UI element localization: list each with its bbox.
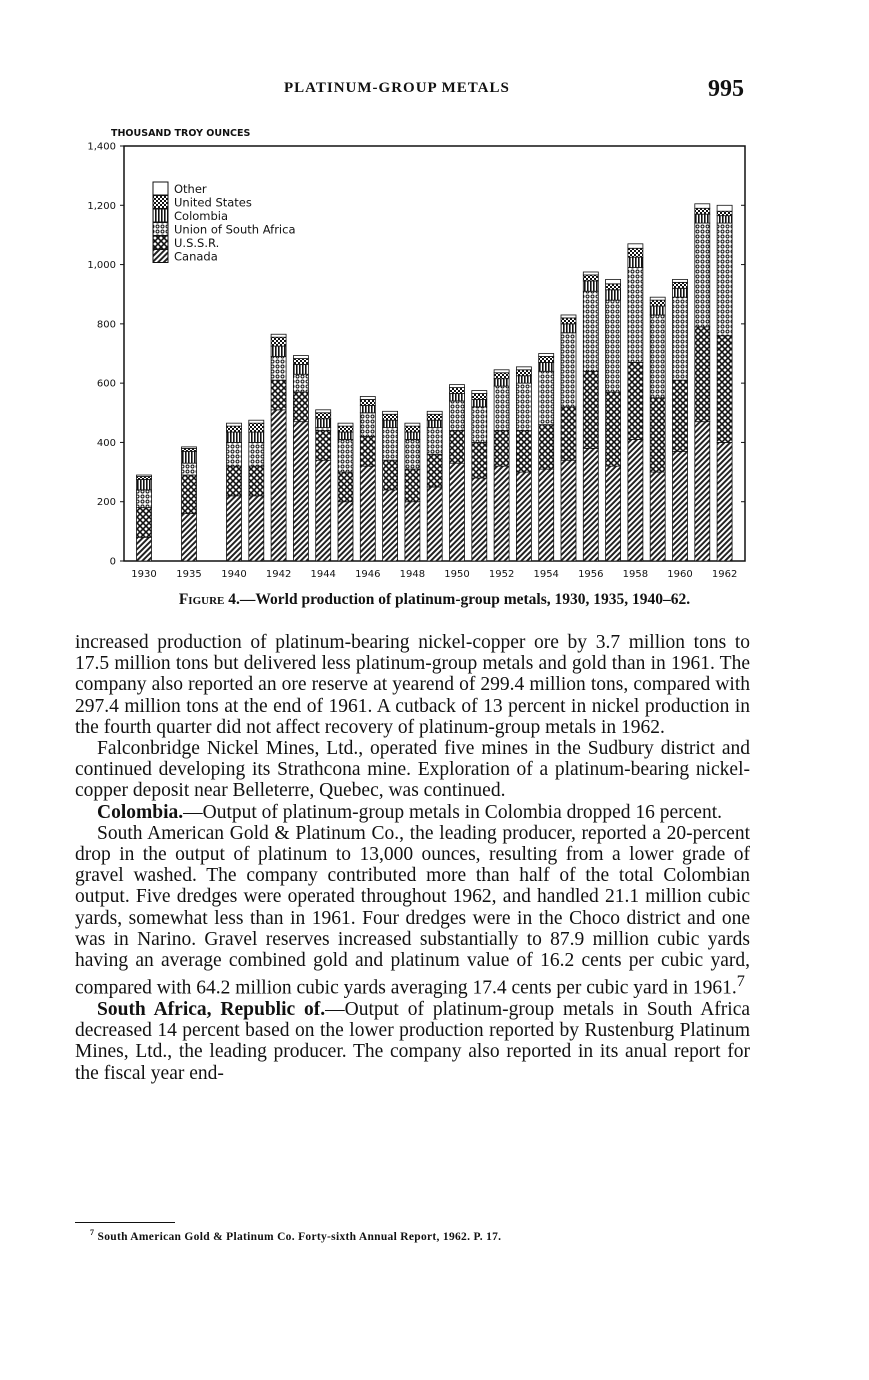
page-number: 995 <box>708 76 744 102</box>
bar-segment-united-states <box>271 337 286 346</box>
bar-segment-united-states <box>227 426 242 432</box>
bar-segment-union-of-south-africa <box>249 442 264 466</box>
legend-label-other: Other <box>174 182 207 196</box>
bar-segment-united-states <box>628 248 643 257</box>
bar-segment-u-s-s-r <box>271 380 286 410</box>
bar-segment-colombia <box>182 451 197 463</box>
bar-1935 <box>182 447 197 561</box>
bar-segment-united-states <box>338 426 353 432</box>
legend-swatch-colombia <box>153 209 168 222</box>
bar-segment-other <box>561 315 576 318</box>
bar-segment-other <box>137 475 152 476</box>
bar-segment-other <box>405 423 420 426</box>
bar-1956 <box>583 272 598 561</box>
bar-segment-other <box>472 391 487 394</box>
bar-segment-other <box>516 367 531 370</box>
bar-segment-u-s-s-r <box>717 336 732 443</box>
bar-segment-canada <box>137 537 152 561</box>
page-header <box>0 76 869 106</box>
bar-segment-u-s-s-r <box>695 327 710 422</box>
bar-segment-u-s-s-r <box>360 437 375 467</box>
bar-segment-union-of-south-africa <box>137 490 152 508</box>
bar-segment-union-of-south-africa <box>494 386 509 430</box>
bar-segment-colombia <box>650 306 665 315</box>
x-tick-label: 1944 <box>310 569 336 580</box>
bar-1947 <box>383 411 398 561</box>
bar-segment-united-states <box>561 318 576 324</box>
bar-segment-united-states <box>182 448 197 451</box>
bar-segment-canada <box>516 472 531 561</box>
bar-segment-canada <box>227 496 242 561</box>
bar-1951 <box>472 391 487 561</box>
bar-segment-colombia <box>628 257 643 267</box>
bar-segment-canada <box>628 439 643 561</box>
south-africa-heading: South Africa, Republic of. <box>97 998 326 1020</box>
bars <box>137 204 733 561</box>
bar-segment-other <box>606 279 621 283</box>
bar-segment-other <box>182 447 197 448</box>
bar-segment-union-of-south-africa <box>316 428 331 431</box>
bar-segment-united-states <box>539 356 554 362</box>
x-tick-label: 1935 <box>176 569 202 580</box>
bar-1960 <box>673 279 688 561</box>
colombia-heading: Colombia. <box>97 801 184 823</box>
bar-segment-colombia <box>249 432 264 442</box>
bar-segment-colombia <box>338 432 353 439</box>
bar-segment-union-of-south-africa <box>182 463 197 475</box>
bar-segment-u-s-s-r <box>494 431 509 467</box>
paragraph-south-africa <box>75 999 750 1084</box>
bar-segment-colombia <box>427 420 442 427</box>
bar-segment-canada <box>383 490 398 561</box>
bar-segment-canada <box>405 502 420 561</box>
bar-segment-colombia <box>606 290 621 300</box>
bar-segment-colombia <box>450 394 465 401</box>
figure-caption <box>0 591 869 609</box>
bar-segment-united-states <box>583 275 598 281</box>
bar-segment-u-s-s-r <box>450 431 465 464</box>
bar-segment-colombia <box>316 419 331 428</box>
bar-segment-union-of-south-africa <box>338 439 353 472</box>
legend-swatch-u-s-s-r <box>153 236 168 249</box>
bar-1940 <box>227 423 242 561</box>
legend-label-union-of-south-africa: Union of South Africa <box>174 222 296 237</box>
legend-label-united-states: United States <box>174 195 252 210</box>
x-tick-label: 1960 <box>667 569 693 580</box>
bar-1957 <box>606 279 621 561</box>
paragraph-falconbridge: Falconbridge Nickel Mines, Ltd., operated five mines in the Sudbury district and continued developing its Strathcona mine. Exploration of a platinum-bearing nickel-copper deposit near Belleterre, Quebec, was continued. <box>75 738 750 802</box>
bar-segment-u-s-s-r <box>227 466 242 496</box>
bar-segment-united-states <box>427 414 442 420</box>
bar-segment-canada <box>472 478 487 561</box>
bar-segment-union-of-south-africa <box>628 268 643 363</box>
bar-1958 <box>628 244 643 561</box>
bar-segment-colombia <box>583 281 598 291</box>
bar-1943 <box>293 356 308 561</box>
y-tick-label: 0 <box>109 556 116 568</box>
south-africa-text: —Output of platinum-group metals in South Africa decreased 14 percent based on the lower production reported by Rustenburg Platinum Mines, Ltd., the leading producer. The company also reported in its anual report for the fiscal year end- <box>75 998 751 1084</box>
bar-segment-u-s-s-r <box>338 472 353 502</box>
body-text <box>75 632 750 1084</box>
bar-segment-united-states <box>383 414 398 420</box>
bar-segment-union-of-south-africa <box>516 383 531 430</box>
figure-label: Figure 4. <box>178 591 240 608</box>
bar-1946 <box>360 396 375 561</box>
bar-segment-union-of-south-africa <box>383 428 398 461</box>
bar-segment-union-of-south-africa <box>695 223 710 327</box>
bar-segment-canada <box>271 410 286 561</box>
footnote <box>90 1228 501 1243</box>
legend-swatch-united-states <box>153 196 168 209</box>
footnote-marker: 7 <box>90 1228 95 1237</box>
legend-swatch-other <box>153 182 168 195</box>
bar-segment-canada <box>650 472 665 561</box>
bar-segment-u-s-s-r <box>583 371 598 448</box>
x-tick-label: 1930 <box>131 569 157 580</box>
bar-segment-other <box>695 204 710 208</box>
bar-segment-u-s-s-r <box>137 508 152 538</box>
bar-segment-union-of-south-africa <box>673 297 688 380</box>
bar-segment-u-s-s-r <box>650 398 665 472</box>
bar-segment-other <box>249 420 264 423</box>
bar-segment-canada <box>293 422 308 561</box>
bar-segment-united-states <box>695 208 710 214</box>
bar-segment-other <box>717 205 732 211</box>
bar-segment-other <box>539 354 554 357</box>
bar-1945 <box>338 423 353 561</box>
bar-segment-canada <box>561 460 576 561</box>
bar-segment-colombia <box>472 399 487 406</box>
bar-segment-u-s-s-r <box>516 431 531 473</box>
legend-label-u-s-s-r: U.S.S.R. <box>174 236 220 250</box>
bar-segment-other <box>673 279 688 282</box>
bar-segment-other <box>360 396 375 399</box>
bar-segment-union-of-south-africa <box>427 428 442 455</box>
bar-segment-u-s-s-r <box>539 425 554 469</box>
x-tick-label: 1952 <box>488 569 515 580</box>
y-tick-label: 800 <box>96 319 116 331</box>
bar-segment-colombia <box>561 324 576 333</box>
x-tick-label: 1946 <box>355 569 381 580</box>
bar-segment-colombia <box>271 346 286 356</box>
y-tick-label: 1,400 <box>87 141 116 153</box>
bar-segment-u-s-s-r <box>472 442 487 478</box>
paragraph-nickel-copper: increased production of platinum-bearing nickel-copper ore by 3.7 million tons to 17.5 million tons but delivered less platinum-group metals and gold than in 1961. The company also reported an ore reserve at yearend of 299.4 million tons, compared with 297.4 million tons at the end of 1961. A cutback of 13 percent in nickel production in the fourth quarter did not affect recovery of platinum-group metals in 1962. <box>75 632 750 738</box>
bar-1953 <box>516 367 531 561</box>
bar-segment-united-states <box>516 370 531 376</box>
bar-segment-other <box>494 370 509 373</box>
production-chart <box>80 124 770 590</box>
bar-segment-colombia <box>494 379 509 386</box>
bar-segment-other <box>338 423 353 426</box>
bar-segment-united-states <box>293 359 308 365</box>
footnote-text: South American Gold & Platinum Co. Forty-sixth Annual Report, 1962. P. 17. <box>97 1230 502 1243</box>
figure-caption-text: —World production of platinum-group metals, 1930, 1935, 1940–62. <box>239 591 691 608</box>
bar-1962 <box>717 205 732 561</box>
legend-swatch-union-of-south-africa <box>153 223 168 236</box>
bar-segment-other <box>583 272 598 275</box>
bar-segment-union-of-south-africa <box>539 371 554 424</box>
bar-segment-union-of-south-africa <box>561 333 576 407</box>
bar-segment-canada <box>316 460 331 561</box>
bar-segment-colombia <box>516 376 531 383</box>
x-tick-label: 1948 <box>399 569 426 580</box>
bar-segment-canada <box>539 469 554 561</box>
legend-label-colombia: Colombia <box>174 209 229 223</box>
bar-1961 <box>695 204 710 561</box>
bar-segment-other <box>227 423 242 426</box>
y-tick-label: 600 <box>96 378 116 390</box>
bar-segment-colombia <box>383 420 398 427</box>
colombia-text: —Output of platinum-group metals in Colombia dropped 16 percent. <box>183 801 722 823</box>
bar-segment-other <box>427 411 442 414</box>
bar-segment-u-s-s-r <box>673 380 688 451</box>
bar-segment-other <box>271 334 286 337</box>
bar-segment-canada <box>695 422 710 561</box>
bar-1930 <box>137 475 152 561</box>
bar-segment-united-states <box>673 282 688 288</box>
bar-segment-union-of-south-africa <box>360 413 375 437</box>
bar-segment-canada <box>606 466 621 561</box>
bar-segment-united-states <box>137 477 152 480</box>
bar-segment-u-s-s-r <box>316 431 331 461</box>
bar-segment-united-states <box>360 399 375 405</box>
bar-segment-union-of-south-africa <box>472 407 487 443</box>
x-tick-label: 1958 <box>622 569 649 580</box>
bar-segment-u-s-s-r <box>561 407 576 460</box>
bar-segment-united-states <box>450 388 465 394</box>
bar-segment-union-of-south-africa <box>583 291 598 371</box>
legend <box>153 182 296 264</box>
bar-1954 <box>539 354 554 562</box>
bar-1959 <box>650 297 665 561</box>
bar-segment-colombia <box>360 405 375 412</box>
bar-segment-colombia <box>673 288 688 297</box>
footnote-reference: 7 <box>736 972 745 991</box>
bar-segment-united-states <box>249 423 264 432</box>
bar-segment-u-s-s-r <box>293 392 308 422</box>
bar-segment-colombia <box>717 216 732 223</box>
bar-segment-united-states <box>717 211 732 215</box>
y-tick-label: 200 <box>96 497 116 509</box>
bar-segment-u-s-s-r <box>249 466 264 496</box>
bar-segment-u-s-s-r <box>427 454 442 487</box>
bar-segment-united-states <box>650 300 665 306</box>
bar-segment-u-s-s-r <box>606 392 621 466</box>
paragraph-colombia <box>75 802 750 823</box>
bar-1942 <box>271 334 286 561</box>
bar-segment-canada <box>360 466 375 561</box>
bar-segment-colombia <box>695 214 710 223</box>
south-american-gold-text: South American Gold & Platinum Co., the leading producer, reported a 20-percent drop in the output of platinum to 13,000 ounces, resulting from a lower grade of gravel washed. The company contributed more than half of the total Colombian output. Five dredges were operated throughout 1962, and handled 21.1 million cubic yards, somewhat less than in 1961. Four dredges were in the Choco district and one was in Narino. Gravel reserves increased substantially to 87.9 million cubic yards having an average combined gold and platinum value of 16.2 cents per cubic yard, compared with 64.2 million cubic yards averaging 17.4 cents per cubic yard in 1961. <box>75 822 750 999</box>
bar-1944 <box>316 410 331 561</box>
footnote-rule <box>75 1222 175 1223</box>
bar-segment-union-of-south-africa <box>606 300 621 392</box>
bar-segment-colombia <box>227 432 242 442</box>
x-tick-label: 1950 <box>444 569 470 580</box>
bar-segment-united-states <box>606 284 621 290</box>
bar-segment-canada <box>673 451 688 561</box>
bar-segment-canada <box>182 514 197 561</box>
y-axis-label: THOUSAND TROY OUNCES <box>111 128 251 139</box>
bar-segment-union-of-south-africa <box>405 439 420 469</box>
bar-1952 <box>494 370 509 561</box>
bar-1955 <box>561 315 576 561</box>
x-tick-label: 1940 <box>221 569 247 580</box>
bar-segment-colombia <box>539 362 554 371</box>
bar-segment-other <box>316 410 331 413</box>
bar-segment-u-s-s-r <box>383 460 398 490</box>
bar-1950 <box>450 385 465 561</box>
bar-segment-other <box>450 385 465 388</box>
bar-segment-colombia <box>137 479 152 489</box>
bar-segment-united-states <box>405 426 420 432</box>
bar-segment-union-of-south-africa <box>293 374 308 392</box>
bar-segment-united-states <box>494 373 509 379</box>
bar-segment-colombia <box>293 364 308 374</box>
legend-swatch-canada <box>153 250 168 263</box>
bar-segment-canada <box>338 502 353 561</box>
paragraph-south-american-gold <box>75 823 750 999</box>
bar-segment-other <box>383 411 398 414</box>
bar-segment-colombia <box>405 432 420 439</box>
bar-segment-canada <box>494 466 509 561</box>
x-tick-label: 1954 <box>533 569 559 580</box>
bar-segment-other <box>628 244 643 248</box>
bar-segment-canada <box>450 463 465 561</box>
bar-segment-other <box>293 356 308 359</box>
y-tick-label: 1,000 <box>87 260 116 272</box>
bar-segment-union-of-south-africa <box>271 356 286 380</box>
bar-segment-canada <box>427 487 442 561</box>
bar-segment-u-s-s-r <box>405 469 420 502</box>
x-tick-label: 1956 <box>578 569 604 580</box>
bar-segment-other <box>650 297 665 300</box>
bar-segment-canada <box>717 442 732 561</box>
bar-segment-u-s-s-r <box>182 475 197 514</box>
bar-segment-united-states <box>316 413 331 419</box>
x-tick-label: 1942 <box>265 569 292 580</box>
x-tick-label: 1962 <box>711 569 738 580</box>
bar-segment-union-of-south-africa <box>227 442 242 466</box>
x-axis <box>131 569 737 580</box>
bar-segment-u-s-s-r <box>628 362 643 439</box>
y-tick-label: 400 <box>96 437 116 449</box>
bar-1949 <box>427 411 442 561</box>
bar-segment-union-of-south-africa <box>717 223 732 336</box>
bar-segment-canada <box>583 448 598 561</box>
y-tick-label: 1,200 <box>87 200 116 212</box>
running-title: PLATINUM-GROUP METALS <box>284 80 510 96</box>
bar-1948 <box>405 423 420 561</box>
legend-label-canada: Canada <box>174 249 218 264</box>
bar-segment-united-states <box>472 394 487 400</box>
bar-segment-union-of-south-africa <box>650 315 665 398</box>
bar-segment-union-of-south-africa <box>450 401 465 431</box>
bar-1941 <box>249 420 264 561</box>
bar-segment-canada <box>249 496 264 561</box>
